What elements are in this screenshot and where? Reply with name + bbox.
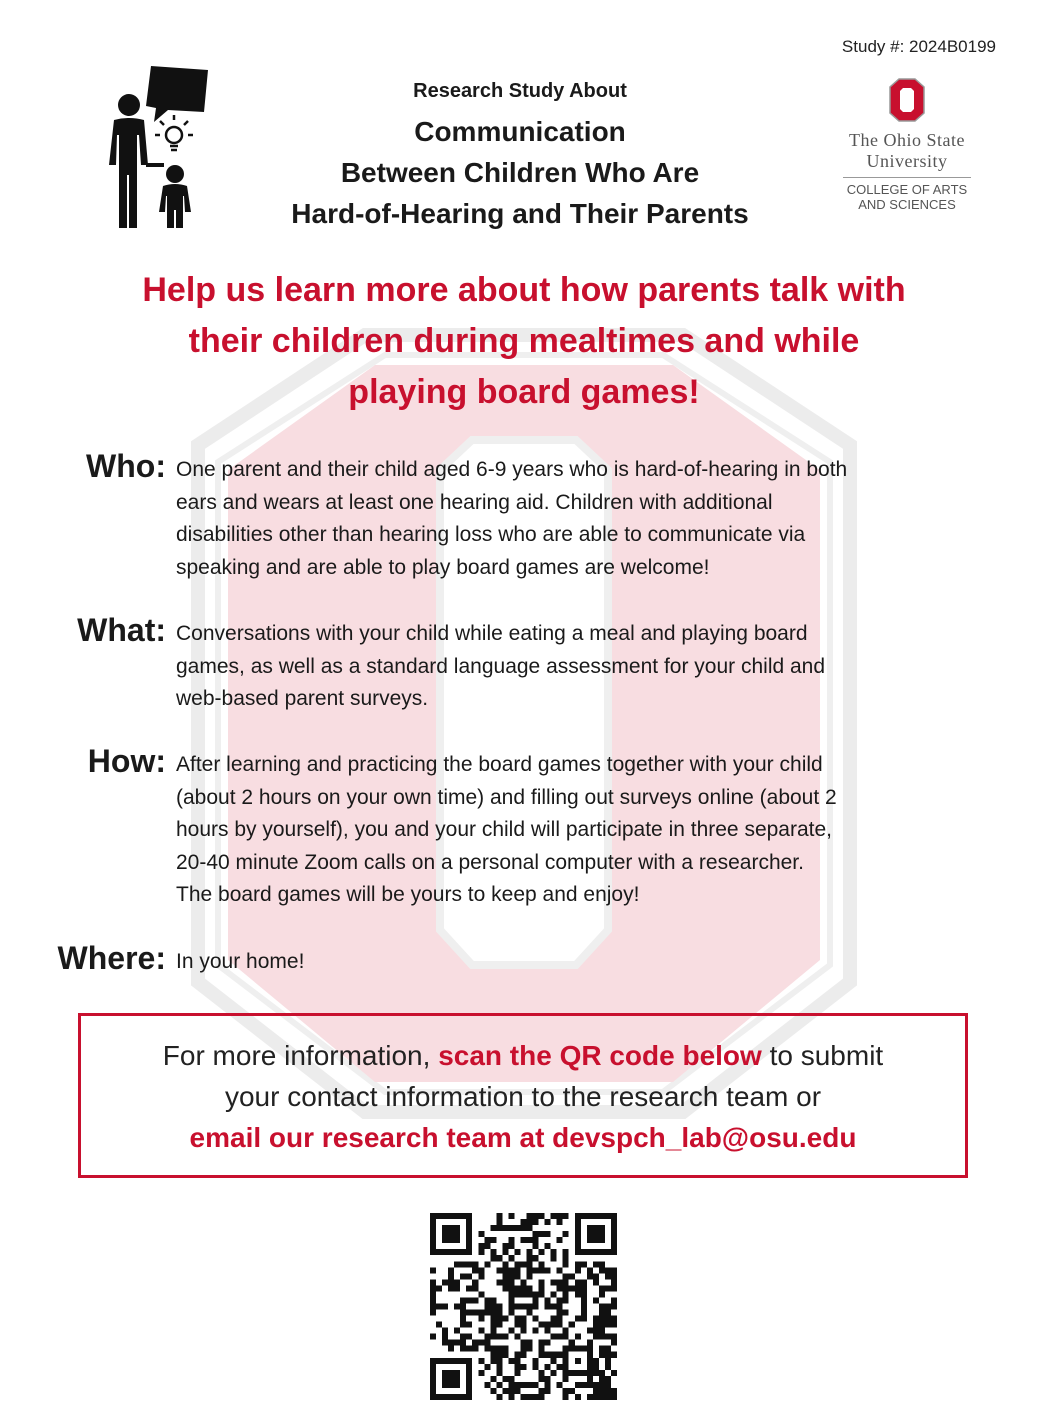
- how-label: How:: [87, 743, 166, 779]
- who-line-4: speaking and are able to play board games are welcome!: [176, 555, 710, 579]
- what-line-2: games, as well as a standard language assessment for your child and: [176, 654, 826, 678]
- block-o-logo-icon: [889, 78, 925, 122]
- who-line-1: One parent and their child aged 6-9 years who is hard-of-hearing in both: [176, 458, 848, 481]
- osu-college-line-2: AND SCIENCES: [858, 197, 956, 212]
- how-text: [176, 749, 1006, 912]
- qr-instruction: scan the QR code below: [438, 1040, 762, 1071]
- qr-code[interactable]: [430, 1213, 617, 1400]
- who-line-2: ears and wears at least one hearing aid. Children with additional: [176, 490, 773, 514]
- what-line-3: web-based parent surveys.: [176, 687, 429, 710]
- osu-logo: [822, 78, 992, 212]
- info-line-1: [81, 1035, 965, 1076]
- info-line-1-post: to submit: [761, 1040, 884, 1071]
- headline: [60, 265, 988, 418]
- info-box: [78, 1013, 968, 1178]
- study-title: [230, 111, 810, 234]
- how-line-3: hours by yourself), you and your child will participate in three separate,: [176, 818, 833, 841]
- osu-college-line-1: COLLEGE OF ARTS: [846, 182, 968, 197]
- headline-line-1: Help us learn more about how parents talk with: [142, 271, 906, 309]
- study-header: [230, 80, 810, 234]
- how-line-4: 20-40 minute Zoom calls on a personal computer with a researcher.: [176, 850, 804, 874]
- headline-line-2: their children during mealtimes and while: [188, 322, 860, 360]
- study-kicker: Research Study About: [413, 80, 627, 102]
- what-line-1: Conversations with your child while eating a meal and playing board: [176, 622, 808, 645]
- who-line-3: disabilities other than hearing loss who are able to communicate via: [176, 523, 806, 546]
- logo-divider: [843, 177, 971, 178]
- osu-name-line-2: University: [866, 151, 948, 171]
- osu-college: [822, 182, 992, 212]
- where-line-1: In your home!: [176, 950, 305, 973]
- email-line[interactable]: email our research team at devspch_lab@osu.edu: [189, 1122, 857, 1153]
- how-line-5: The board games will be yours to keep and enjoy!: [176, 883, 640, 906]
- where-text: [176, 946, 1006, 979]
- parent-child-icon: [96, 60, 211, 230]
- headline-line-3: playing board games!: [348, 373, 700, 411]
- info-line-1-pre: For more information,: [162, 1040, 439, 1071]
- how-line-1: After learning and practicing the board games together with your child: [176, 753, 823, 776]
- what-text: [176, 618, 1006, 716]
- who-text: [176, 454, 1006, 584]
- where-label: Where:: [57, 940, 166, 976]
- info-line-2: your contact information to the research team or: [224, 1081, 822, 1112]
- study-title-line-3: Hard-of-Hearing and Their Parents: [291, 198, 749, 229]
- who-label: Who:: [86, 448, 166, 484]
- study-title-line-2: Between Children Who Are: [340, 157, 700, 188]
- study-title-line-1: Communication: [414, 116, 626, 147]
- osu-name: [822, 130, 992, 172]
- what-label: What:: [77, 612, 166, 648]
- how-line-2: (about 2 hours on your own time) and filling out surveys online (about 2: [176, 785, 837, 809]
- osu-name-line-1: The Ohio State: [849, 130, 965, 150]
- study-id: Study #: 2024B0199: [841, 37, 996, 56]
